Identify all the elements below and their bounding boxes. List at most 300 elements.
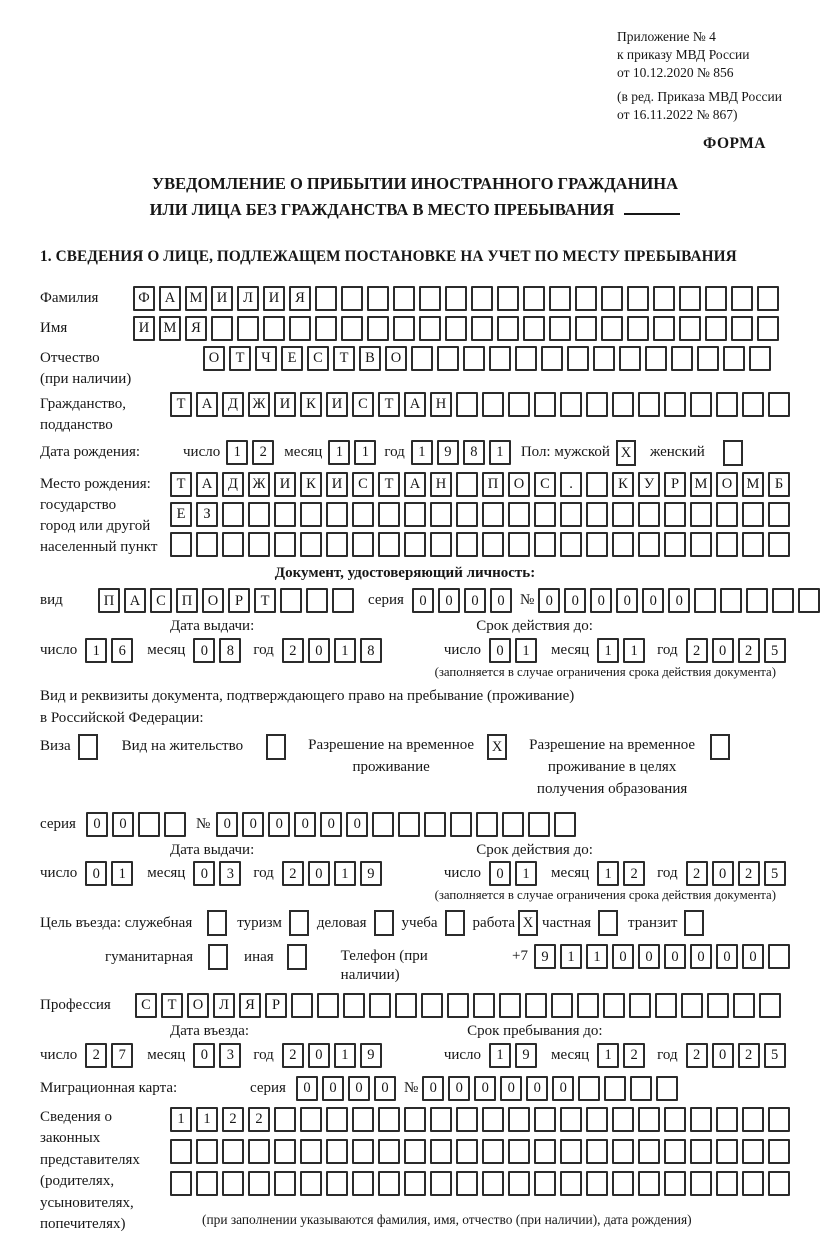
patronymic-cell[interactable]: Е <box>281 346 303 371</box>
name-cell[interactable] <box>471 316 493 341</box>
migration-number-cell[interactable] <box>578 1076 600 1101</box>
legal-reps-cell[interactable] <box>534 1139 556 1164</box>
res-valid-year-cell[interactable]: 2 <box>738 861 760 886</box>
birthplace-cell[interactable]: П <box>482 472 504 497</box>
patronymic-cell[interactable] <box>593 346 615 371</box>
res-valid-day-cell[interactable]: 0 <box>489 861 511 886</box>
phone-cell[interactable]: 0 <box>716 944 738 969</box>
id-doc-kind-cell[interactable] <box>306 588 328 613</box>
birthplace-cell[interactable] <box>274 502 296 527</box>
residence-number-cell[interactable]: 0 <box>268 812 290 837</box>
legal-reps-cell[interactable] <box>716 1107 738 1132</box>
name-cell[interactable] <box>497 316 519 341</box>
birthplace-cell[interactable] <box>352 532 374 557</box>
profession-cell[interactable] <box>655 993 677 1018</box>
migration-number-cell[interactable] <box>656 1076 678 1101</box>
profession-cell[interactable]: Т <box>161 993 183 1018</box>
legal-reps-cell[interactable]: 1 <box>196 1107 218 1132</box>
purpose-humanitarian-checkbox[interactable] <box>208 944 228 970</box>
profession-cell[interactable]: Р <box>265 993 287 1018</box>
migration-number-cell[interactable]: 0 <box>422 1076 444 1101</box>
phone-cell[interactable]: 0 <box>664 944 686 969</box>
birthplace-cell[interactable] <box>404 502 426 527</box>
legal-reps-cell[interactable] <box>560 1171 582 1196</box>
surname-cell[interactable] <box>705 286 727 311</box>
surname-cell[interactable]: И <box>263 286 285 311</box>
surname-cell[interactable]: М <box>185 286 207 311</box>
birthplace-cell[interactable]: М <box>742 472 764 497</box>
res-issue-day-cell[interactable]: 1 <box>111 861 133 886</box>
birthplace-cell[interactable] <box>534 532 556 557</box>
legal-reps-cell[interactable] <box>586 1139 608 1164</box>
patronymic-cell[interactable] <box>463 346 485 371</box>
profession-cell[interactable] <box>395 993 417 1018</box>
birthplace-cell[interactable] <box>274 532 296 557</box>
residence-number-cell[interactable] <box>372 812 394 837</box>
birthplace-cell[interactable] <box>248 532 270 557</box>
migration-number-cell[interactable]: 0 <box>526 1076 548 1101</box>
residence-number-cell[interactable]: 0 <box>216 812 238 837</box>
birthplace-cell[interactable] <box>456 502 478 527</box>
citizenship-cell[interactable]: Т <box>170 392 192 417</box>
patronymic-cell[interactable] <box>671 346 693 371</box>
entry-day-cell[interactable]: 2 <box>85 1043 107 1068</box>
legal-reps-cell[interactable] <box>560 1139 582 1164</box>
birthplace-cell[interactable] <box>378 502 400 527</box>
legal-reps-cell[interactable] <box>326 1171 348 1196</box>
birthplace-cell[interactable]: Б <box>768 472 790 497</box>
profession-cell[interactable] <box>317 993 339 1018</box>
birthplace-cell[interactable]: К <box>612 472 634 497</box>
legal-reps-cell[interactable] <box>768 1107 790 1132</box>
patronymic-cell[interactable] <box>697 346 719 371</box>
legal-reps-cell[interactable] <box>768 1171 790 1196</box>
birthplace-cell[interactable] <box>456 472 478 497</box>
legal-reps-cell[interactable] <box>638 1139 660 1164</box>
residence-series-cell[interactable] <box>164 812 186 837</box>
birthplace-cell[interactable] <box>222 532 244 557</box>
patronymic-cell[interactable] <box>645 346 667 371</box>
birthplace-cell[interactable]: Е <box>170 502 192 527</box>
patronymic-cell[interactable] <box>411 346 433 371</box>
legal-reps-cell[interactable] <box>170 1171 192 1196</box>
migration-number-cell[interactable] <box>630 1076 652 1101</box>
residence-number-cell[interactable] <box>398 812 420 837</box>
legal-reps-cell[interactable] <box>248 1139 270 1164</box>
surname-cell[interactable]: Я <box>289 286 311 311</box>
surname-cell[interactable] <box>757 286 779 311</box>
birthplace-cell[interactable] <box>482 502 504 527</box>
legal-reps-cell[interactable] <box>274 1107 296 1132</box>
profession-cell[interactable] <box>369 993 391 1018</box>
legal-reps-cell[interactable] <box>430 1107 452 1132</box>
birthplace-cell[interactable] <box>612 502 634 527</box>
profession-cell[interactable] <box>473 993 495 1018</box>
surname-cell[interactable] <box>549 286 571 311</box>
legal-reps-cell[interactable] <box>196 1171 218 1196</box>
patronymic-cell[interactable]: С <box>307 346 329 371</box>
id-issue-year-cell[interactable]: 2 <box>282 638 304 663</box>
name-cell[interactable] <box>601 316 623 341</box>
res-valid-year-cell[interactable]: 2 <box>686 861 708 886</box>
id-doc-number-cell[interactable]: 0 <box>616 588 638 613</box>
stay-day-cell[interactable]: 1 <box>489 1043 511 1068</box>
id-issue-day-cell[interactable]: 1 <box>85 638 107 663</box>
birth-year-cell[interactable]: 9 <box>437 440 459 465</box>
profession-cell[interactable] <box>629 993 651 1018</box>
name-cell[interactable] <box>315 316 337 341</box>
legal-reps-cell[interactable] <box>742 1107 764 1132</box>
legal-reps-cell[interactable] <box>352 1107 374 1132</box>
legal-reps-cell[interactable] <box>482 1139 504 1164</box>
legal-reps-cell[interactable] <box>404 1171 426 1196</box>
birth-year-cell[interactable]: 8 <box>463 440 485 465</box>
residence-number-cell[interactable] <box>554 812 576 837</box>
surname-cell[interactable] <box>315 286 337 311</box>
birthplace-cell[interactable]: К <box>300 472 322 497</box>
legal-reps-cell[interactable] <box>378 1171 400 1196</box>
legal-reps-cell[interactable] <box>508 1139 530 1164</box>
surname-cell[interactable] <box>393 286 415 311</box>
citizenship-cell[interactable] <box>690 392 712 417</box>
id-issue-month-cell[interactable]: 8 <box>219 638 241 663</box>
birthplace-cell[interactable]: Д <box>222 472 244 497</box>
legal-reps-cell[interactable] <box>222 1139 244 1164</box>
profession-cell[interactable] <box>499 993 521 1018</box>
name-cell[interactable] <box>679 316 701 341</box>
res-issue-year-cell[interactable]: 9 <box>360 861 382 886</box>
birthplace-cell[interactable]: Т <box>378 472 400 497</box>
id-valid-year-cell[interactable]: 2 <box>686 638 708 663</box>
citizenship-cell[interactable] <box>768 392 790 417</box>
profession-cell[interactable] <box>707 993 729 1018</box>
res-issue-day-cell[interactable]: 0 <box>85 861 107 886</box>
purpose-transit-checkbox[interactable] <box>684 910 704 936</box>
legal-reps-cell[interactable] <box>742 1171 764 1196</box>
birthplace-cell[interactable] <box>534 502 556 527</box>
id-doc-number-cell[interactable]: 0 <box>590 588 612 613</box>
migration-number-cell[interactable]: 0 <box>500 1076 522 1101</box>
legal-reps-cell[interactable] <box>482 1171 504 1196</box>
id-valid-month-cell[interactable]: 1 <box>623 638 645 663</box>
citizenship-cell[interactable]: Т <box>378 392 400 417</box>
id-doc-series-cell[interactable]: 0 <box>412 588 434 613</box>
migration-series-cell[interactable]: 0 <box>348 1076 370 1101</box>
birthplace-cell[interactable]: Т <box>170 472 192 497</box>
citizenship-cell[interactable]: А <box>404 392 426 417</box>
birthplace-cell[interactable]: А <box>404 472 426 497</box>
profession-cell[interactable]: С <box>135 993 157 1018</box>
profession-cell[interactable] <box>603 993 625 1018</box>
birth-day-cell[interactable]: 1 <box>226 440 248 465</box>
legal-reps-cell[interactable] <box>586 1107 608 1132</box>
patronymic-cell[interactable]: В <box>359 346 381 371</box>
surname-cell[interactable] <box>575 286 597 311</box>
profession-cell[interactable] <box>343 993 365 1018</box>
profession-cell[interactable] <box>447 993 469 1018</box>
name-cell[interactable] <box>757 316 779 341</box>
birthplace-cell[interactable] <box>300 532 322 557</box>
birthplace-cell[interactable]: . <box>560 472 582 497</box>
patronymic-cell[interactable] <box>723 346 745 371</box>
purpose-work-checkbox[interactable]: X <box>518 910 538 936</box>
legal-reps-cell[interactable] <box>534 1107 556 1132</box>
birthplace-cell[interactable] <box>170 532 192 557</box>
id-doc-kind-cell[interactable]: П <box>98 588 120 613</box>
legal-reps-cell[interactable] <box>690 1171 712 1196</box>
name-cell[interactable] <box>627 316 649 341</box>
birth-month-cell[interactable]: 1 <box>328 440 350 465</box>
name-cell[interactable] <box>393 316 415 341</box>
surname-cell[interactable] <box>341 286 363 311</box>
patronymic-cell[interactable]: Т <box>333 346 355 371</box>
id-valid-month-cell[interactable]: 1 <box>597 638 619 663</box>
residence-number-cell[interactable] <box>450 812 472 837</box>
legal-reps-cell[interactable] <box>534 1171 556 1196</box>
id-doc-kind-cell[interactable]: С <box>150 588 172 613</box>
res-valid-year-cell[interactable]: 0 <box>712 861 734 886</box>
patronymic-cell[interactable] <box>541 346 563 371</box>
surname-cell[interactable] <box>419 286 441 311</box>
id-doc-number-cell[interactable]: 0 <box>538 588 560 613</box>
legal-reps-cell[interactable] <box>274 1171 296 1196</box>
birthplace-cell[interactable] <box>716 502 738 527</box>
migration-series-cell[interactable]: 0 <box>296 1076 318 1101</box>
id-issue-month-cell[interactable]: 0 <box>193 638 215 663</box>
legal-reps-cell[interactable] <box>638 1171 660 1196</box>
birthplace-cell[interactable] <box>768 502 790 527</box>
legal-reps-cell[interactable] <box>430 1139 452 1164</box>
profession-cell[interactable]: Л <box>213 993 235 1018</box>
name-cell[interactable]: И <box>133 316 155 341</box>
res-issue-month-cell[interactable]: 0 <box>193 861 215 886</box>
entry-month-cell[interactable]: 3 <box>219 1043 241 1068</box>
birthplace-cell[interactable] <box>664 532 686 557</box>
migration-number-cell[interactable]: 0 <box>448 1076 470 1101</box>
birthplace-cell[interactable]: У <box>638 472 660 497</box>
birthplace-cell[interactable] <box>196 532 218 557</box>
patronymic-cell[interactable]: Т <box>229 346 251 371</box>
birthplace-cell[interactable] <box>430 532 452 557</box>
birthplace-cell[interactable] <box>586 532 608 557</box>
gender-female-checkbox[interactable] <box>723 440 743 466</box>
phone-cell[interactable]: 0 <box>612 944 634 969</box>
birth-day-cell[interactable]: 2 <box>252 440 274 465</box>
birthplace-cell[interactable] <box>612 532 634 557</box>
surname-cell[interactable] <box>601 286 623 311</box>
legal-reps-cell[interactable] <box>456 1139 478 1164</box>
id-doc-kind-cell[interactable]: Т <box>254 588 276 613</box>
legal-reps-cell[interactable] <box>638 1107 660 1132</box>
legal-reps-cell[interactable] <box>404 1107 426 1132</box>
stay-year-cell[interactable]: 0 <box>712 1043 734 1068</box>
birthplace-cell[interactable]: А <box>196 472 218 497</box>
id-doc-kind-cell[interactable] <box>332 588 354 613</box>
profession-cell[interactable] <box>291 993 313 1018</box>
surname-cell[interactable] <box>523 286 545 311</box>
surname-cell[interactable] <box>445 286 467 311</box>
birthplace-cell[interactable] <box>586 502 608 527</box>
citizenship-cell[interactable]: И <box>326 392 348 417</box>
birthplace-cell[interactable] <box>300 502 322 527</box>
id-doc-number-cell[interactable] <box>746 588 768 613</box>
surname-cell[interactable]: А <box>159 286 181 311</box>
phone-cell[interactable]: 1 <box>560 944 582 969</box>
citizenship-cell[interactable]: А <box>196 392 218 417</box>
birthplace-cell[interactable] <box>560 502 582 527</box>
name-cell[interactable]: М <box>159 316 181 341</box>
id-doc-series-cell[interactable]: 0 <box>490 588 512 613</box>
birthplace-cell[interactable] <box>742 532 764 557</box>
legal-reps-cell[interactable] <box>248 1171 270 1196</box>
id-doc-number-cell[interactable]: 0 <box>642 588 664 613</box>
surname-cell[interactable] <box>731 286 753 311</box>
entry-month-cell[interactable]: 0 <box>193 1043 215 1068</box>
birth-month-cell[interactable]: 1 <box>354 440 376 465</box>
legal-reps-cell[interactable] <box>716 1171 738 1196</box>
profession-cell[interactable] <box>577 993 599 1018</box>
birthplace-cell[interactable] <box>638 502 660 527</box>
legal-reps-cell[interactable] <box>456 1171 478 1196</box>
id-doc-kind-cell[interactable]: П <box>176 588 198 613</box>
citizenship-cell[interactable] <box>586 392 608 417</box>
phone-cell[interactable]: 0 <box>690 944 712 969</box>
citizenship-cell[interactable] <box>664 392 686 417</box>
name-cell[interactable]: Я <box>185 316 207 341</box>
legal-reps-cell[interactable] <box>404 1139 426 1164</box>
residence-series-cell[interactable]: 0 <box>86 812 108 837</box>
citizenship-cell[interactable] <box>742 392 764 417</box>
surname-cell[interactable] <box>497 286 519 311</box>
entry-year-cell[interactable]: 1 <box>334 1043 356 1068</box>
patronymic-cell[interactable] <box>437 346 459 371</box>
citizenship-cell[interactable] <box>508 392 530 417</box>
name-cell[interactable] <box>653 316 675 341</box>
id-doc-number-cell[interactable] <box>720 588 742 613</box>
entry-year-cell[interactable]: 0 <box>308 1043 330 1068</box>
stay-day-cell[interactable]: 9 <box>515 1043 537 1068</box>
id-doc-kind-cell[interactable] <box>280 588 302 613</box>
name-cell[interactable] <box>705 316 727 341</box>
id-issue-year-cell[interactable]: 1 <box>334 638 356 663</box>
birthplace-cell[interactable] <box>742 502 764 527</box>
name-cell[interactable] <box>341 316 363 341</box>
birthplace-cell[interactable]: Н <box>430 472 452 497</box>
legal-reps-cell[interactable] <box>300 1171 322 1196</box>
id-doc-number-cell[interactable] <box>798 588 820 613</box>
name-cell[interactable] <box>289 316 311 341</box>
phone-cell[interactable]: 0 <box>638 944 660 969</box>
legal-reps-cell[interactable] <box>508 1107 530 1132</box>
id-doc-series-cell[interactable]: 0 <box>438 588 460 613</box>
id-valid-day-cell[interactable]: 0 <box>489 638 511 663</box>
legal-reps-cell[interactable] <box>586 1171 608 1196</box>
id-doc-number-cell[interactable]: 0 <box>668 588 690 613</box>
id-doc-kind-cell[interactable]: А <box>124 588 146 613</box>
birthplace-cell[interactable] <box>352 502 374 527</box>
stay-year-cell[interactable]: 2 <box>738 1043 760 1068</box>
birthplace-cell[interactable] <box>560 532 582 557</box>
migration-series-cell[interactable]: 0 <box>374 1076 396 1101</box>
residence-series-cell[interactable] <box>138 812 160 837</box>
surname-cell[interactable] <box>471 286 493 311</box>
legal-reps-cell[interactable] <box>300 1107 322 1132</box>
legal-reps-cell[interactable] <box>482 1107 504 1132</box>
stay-year-cell[interactable]: 2 <box>686 1043 708 1068</box>
birthplace-cell[interactable] <box>456 532 478 557</box>
legal-reps-cell[interactable] <box>612 1171 634 1196</box>
legal-reps-cell[interactable]: 2 <box>248 1107 270 1132</box>
legal-reps-cell[interactable] <box>690 1139 712 1164</box>
id-valid-day-cell[interactable]: 1 <box>515 638 537 663</box>
legal-reps-cell[interactable]: 1 <box>170 1107 192 1132</box>
patronymic-cell[interactable] <box>619 346 641 371</box>
birthplace-cell[interactable]: О <box>508 472 530 497</box>
citizenship-cell[interactable]: С <box>352 392 374 417</box>
id-valid-year-cell[interactable]: 2 <box>738 638 760 663</box>
surname-cell[interactable] <box>679 286 701 311</box>
legal-reps-cell[interactable] <box>690 1107 712 1132</box>
legal-reps-cell[interactable] <box>222 1171 244 1196</box>
citizenship-cell[interactable]: К <box>300 392 322 417</box>
name-cell[interactable] <box>523 316 545 341</box>
id-issue-year-cell[interactable]: 0 <box>308 638 330 663</box>
entry-day-cell[interactable]: 7 <box>111 1043 133 1068</box>
visa-checkbox[interactable] <box>78 734 98 760</box>
birth-year-cell[interactable]: 1 <box>411 440 433 465</box>
legal-reps-cell[interactable] <box>664 1107 686 1132</box>
birthplace-cell[interactable]: М <box>690 472 712 497</box>
phone-cell[interactable]: 0 <box>742 944 764 969</box>
birthplace-cell[interactable]: З <box>196 502 218 527</box>
legal-reps-cell[interactable] <box>378 1139 400 1164</box>
birthplace-cell[interactable]: С <box>352 472 374 497</box>
birthplace-cell[interactable] <box>638 532 660 557</box>
patronymic-cell[interactable] <box>567 346 589 371</box>
purpose-business-checkbox[interactable] <box>374 910 394 936</box>
name-cell[interactable] <box>549 316 571 341</box>
birthplace-cell[interactable]: Р <box>664 472 686 497</box>
patronymic-cell[interactable] <box>515 346 537 371</box>
profession-cell[interactable] <box>681 993 703 1018</box>
name-cell[interactable] <box>211 316 233 341</box>
res-valid-year-cell[interactable]: 5 <box>764 861 786 886</box>
profession-cell[interactable] <box>551 993 573 1018</box>
birthplace-cell[interactable]: О <box>716 472 738 497</box>
residence-number-cell[interactable] <box>476 812 498 837</box>
birthplace-cell[interactable] <box>378 532 400 557</box>
id-issue-year-cell[interactable]: 8 <box>360 638 382 663</box>
purpose-private-checkbox[interactable] <box>598 910 618 936</box>
legal-reps-cell[interactable] <box>170 1139 192 1164</box>
id-issue-day-cell[interactable]: 6 <box>111 638 133 663</box>
surname-cell[interactable]: И <box>211 286 233 311</box>
legal-reps-cell[interactable] <box>768 1139 790 1164</box>
migration-number-cell[interactable] <box>604 1076 626 1101</box>
res-valid-day-cell[interactable]: 1 <box>515 861 537 886</box>
birthplace-cell[interactable] <box>664 502 686 527</box>
name-cell[interactable] <box>731 316 753 341</box>
name-cell[interactable] <box>419 316 441 341</box>
gender-male-checkbox[interactable]: X <box>616 440 636 466</box>
migration-number-cell[interactable]: 0 <box>552 1076 574 1101</box>
name-cell[interactable] <box>263 316 285 341</box>
birthplace-cell[interactable] <box>326 532 348 557</box>
legal-reps-cell[interactable] <box>274 1139 296 1164</box>
name-cell[interactable] <box>445 316 467 341</box>
res-issue-year-cell[interactable]: 1 <box>334 861 356 886</box>
entry-year-cell[interactable]: 2 <box>282 1043 304 1068</box>
